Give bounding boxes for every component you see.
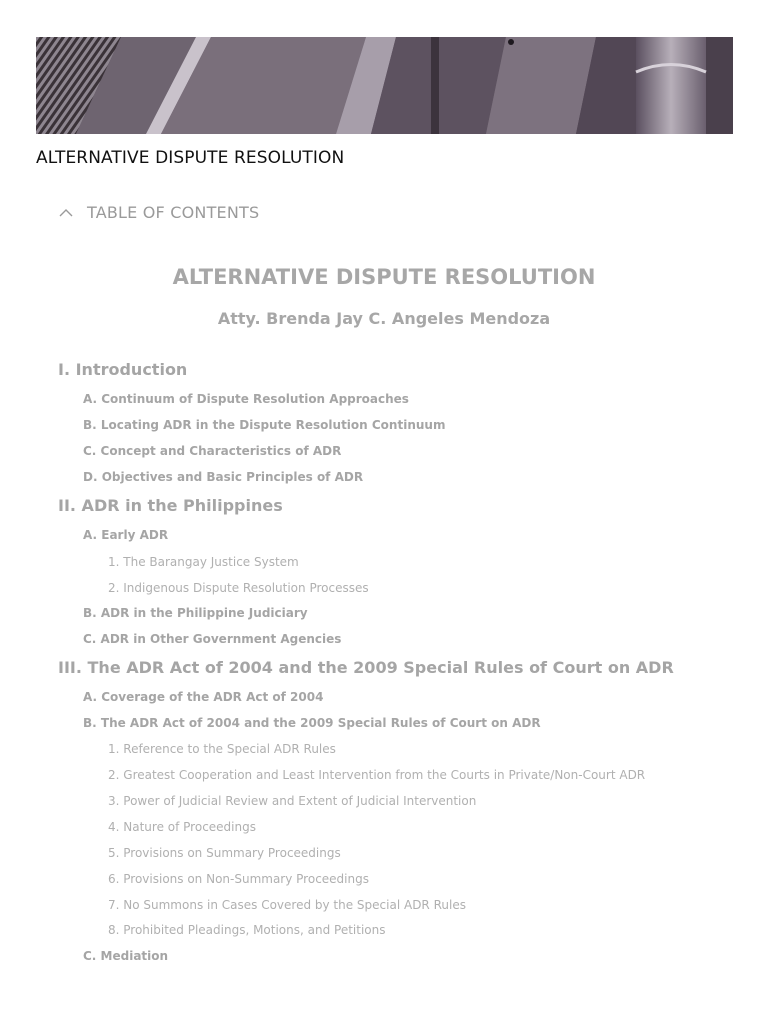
toc-item[interactable]: 4. Nature of Proceedings — [108, 820, 256, 834]
toc-item[interactable]: I. Introduction — [58, 360, 188, 379]
toc-item[interactable]: III. The ADR Act of 2004 and the 2009 Special Rules of Court on ADR — [58, 658, 674, 677]
toc-item[interactable]: B. Locating ADR in the Dispute Resolution Continuum — [83, 418, 446, 432]
toc-item[interactable]: 6. Provisions on Non-Summary Proceedings — [108, 872, 369, 886]
toc-item[interactable]: C. Concept and Characteristics of ADR — [83, 444, 342, 458]
toc-item[interactable]: 2. Indigenous Dispute Resolution Processes — [108, 581, 369, 595]
toc-item[interactable]: A. Early ADR — [83, 528, 169, 542]
table-of-contents-toggle[interactable] — [58, 203, 259, 222]
toc-item[interactable]: 7. No Summons in Cases Covered by the Special ADR Rules — [108, 898, 466, 912]
toc-item[interactable]: C. ADR in Other Government Agencies — [83, 632, 342, 646]
toc-item[interactable]: 2. Greatest Cooperation and Least Intervention from the Courts in Private/Non-Court ADR — [108, 768, 646, 782]
document-title: ALTERNATIVE DISPUTE RESOLUTION — [36, 148, 345, 168]
toc-item[interactable]: II. ADR in the Philippines — [58, 496, 283, 515]
toc-item[interactable]: 1. The Barangay Justice System — [108, 555, 299, 569]
building-photo-icon — [36, 37, 733, 134]
toc-item[interactable]: 8. Prohibited Pleadings, Motions, and Petitions — [108, 923, 386, 937]
table-of-contents-label: TABLE OF CONTENTS — [87, 203, 260, 222]
toc-item[interactable]: B. The ADR Act of 2004 and the 2009 Special Rules of Court on ADR — [83, 716, 541, 730]
toc-item[interactable]: D. Objectives and Basic Principles of ADR — [83, 470, 364, 484]
toc-item[interactable]: 5. Provisions on Summary Proceedings — [108, 846, 341, 860]
toc-item[interactable]: C. Mediation — [83, 949, 169, 963]
toc-item[interactable]: B. ADR in the Philippine Judiciary — [83, 606, 308, 620]
toc-item[interactable]: 1. Reference to the Special ADR Rules — [108, 742, 336, 756]
toc-item[interactable]: A. Coverage of the ADR Act of 2004 — [83, 690, 324, 704]
header-banner-image — [36, 37, 733, 134]
toc-item[interactable]: 3. Power of Judicial Review and Extent of Judicial Intervention — [108, 794, 477, 808]
toc-item[interactable]: A. Continuum of Dispute Resolution Approaches — [83, 392, 409, 406]
document-author: Atty. Brenda Jay C. Angeles Mendoza — [217, 309, 551, 328]
document-heading: ALTERNATIVE DISPUTE RESOLUTION — [172, 265, 596, 289]
chevron-up-icon — [58, 205, 74, 221]
